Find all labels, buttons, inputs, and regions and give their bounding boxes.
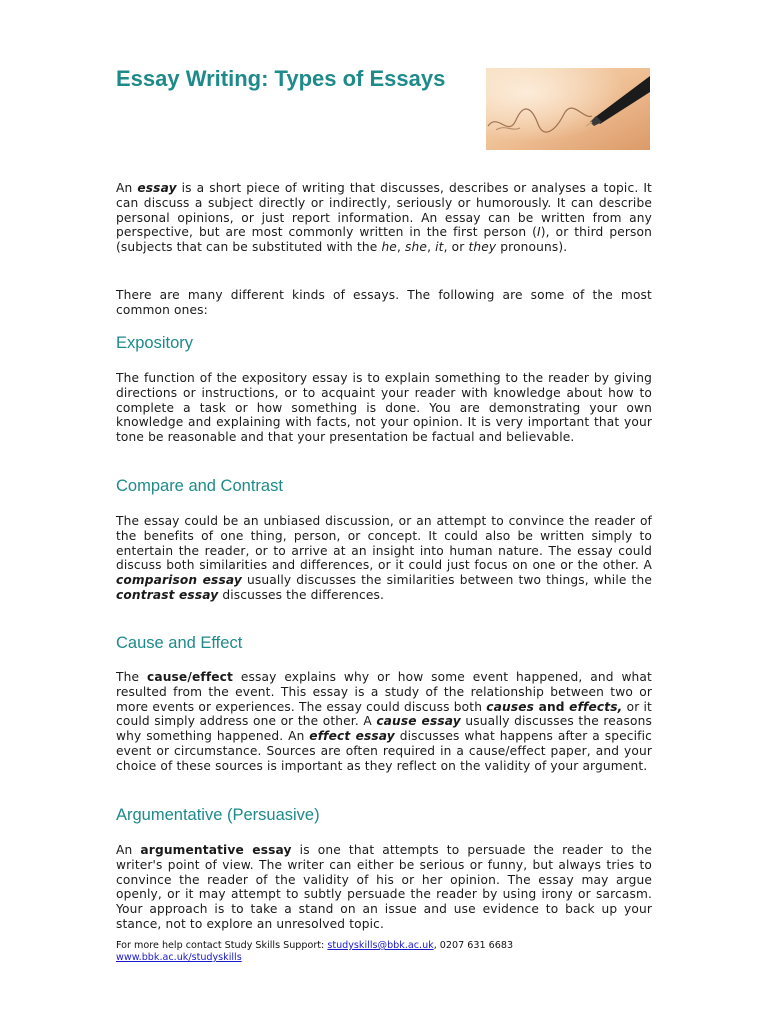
- term-effect-essay: effect essay: [309, 729, 395, 744]
- page-title: Essay Writing: Types of Essays: [116, 66, 446, 91]
- email-link[interactable]: studyskills@bbk.ac.uk: [327, 940, 434, 951]
- text-run: essay explains why or how some event happened, and what resulted from the event. This essay is a study of the relationship between two or more events or experiences. The essay could discuss both: [116, 670, 652, 714]
- text-run: The: [116, 670, 147, 684]
- text-run: discusses what happens after a specific event or circumstance. Sources are often required in a cause/effect paper, and your choice of these sources is important as they reflect on the validity of your argument.: [116, 729, 652, 773]
- term-they: they: [468, 240, 497, 255]
- footer-text: For more help contact Study Skills Support:: [116, 940, 328, 951]
- text-run: or it could simply address one or the other. A: [116, 699, 652, 729]
- argumentative-paragraph: [116, 843, 652, 932]
- text-run: is a short piece of writing that discusses, describes or analyses a topic. It can discuss a subject directly or indirectly, seriously or humorously. It can describe personal opinions, or just report information. An essay can be written from any perspective, but are most commonly written in the first person (: [116, 181, 652, 240]
- term-effects: effects,: [569, 699, 623, 714]
- term-argumentative-essay: argumentative essay: [140, 843, 292, 857]
- term-she: she: [405, 240, 428, 255]
- text-run: usually discusses the similarities between two things, while the: [241, 573, 652, 588]
- term-essay: essay: [137, 181, 177, 195]
- footer-phone: , 0207 631 6683: [433, 940, 514, 951]
- intro-paragraph-2: There are many different kinds of essays. The following are some of the most common ones:: [116, 288, 652, 317]
- term-and: and: [534, 699, 570, 714]
- heading-compare-contrast: Compare and Contrast: [116, 477, 283, 495]
- expository-paragraph: The function of the expository essay is to explain something to the reader by giving directions or instructions, or to acquaint your reader with knowledge about how to complete a task or how something is done. You are demonstrating your own knowledge and explaining with facts, not your opinion. It is very important that your tone be reasonable and that your presentation be factual and believable.: [116, 371, 652, 445]
- text-run: discusses the differences.: [218, 587, 385, 602]
- term-cause-effect: cause/effect: [146, 670, 234, 684]
- pen-writing-image: [486, 68, 650, 150]
- term-causes: causes: [486, 699, 535, 714]
- compare-paragraph: [116, 514, 652, 603]
- term-he: he: [381, 240, 397, 255]
- text-run: The essay could be an unbiased discussion, or an attempt to convince the reader of the benefits of one thing, person, or concept. It could also be written simply to entertain the reader, or to arrive at an insight into human nature. The essay could discuss both similarities and differences, or it could just focus on one or the other. A: [116, 514, 652, 573]
- intro-paragraph: [116, 181, 652, 255]
- heading-argumentative: Argumentative (Persuasive): [116, 806, 320, 824]
- term-it: it: [435, 240, 444, 255]
- text-run: ,: [427, 240, 436, 255]
- cause-effect-paragraph: [116, 670, 652, 774]
- footer: [116, 940, 656, 964]
- text-run: ,: [396, 240, 406, 255]
- heading-expository: Expository: [116, 334, 194, 352]
- heading-cause-effect: Cause and Effect: [116, 634, 243, 652]
- text-run: usually discusses the reasons why something happened. An: [116, 714, 652, 744]
- text-run: , or: [443, 240, 469, 255]
- term-comparison-essay: comparison essay: [116, 573, 242, 588]
- text-run: ), or third person (subjects that can be substituted with the: [116, 225, 652, 255]
- term-contrast-essay: contrast essay: [116, 587, 219, 602]
- text-run: An: [116, 843, 141, 857]
- website-link[interactable]: www.bbk.ac.uk/studyskills: [116, 952, 242, 963]
- term-i: I: [537, 225, 541, 240]
- text-run: pronouns).: [496, 240, 568, 255]
- text-run: An: [116, 181, 138, 195]
- text-run: is one that attempts to persuade the reader to the writer's point of view. The writer can either be serious or funny, but always tries to convince the reader of the validity of his or her opinion. The essay may argue openly, or it may attempt to subtly persuade the reader by using irony or sarcasm. Your approach is to take a stand on an issue and use evidence to back up your stance, not to explore an unresolved topic.: [116, 843, 653, 931]
- term-cause-essay: cause essay: [376, 714, 461, 729]
